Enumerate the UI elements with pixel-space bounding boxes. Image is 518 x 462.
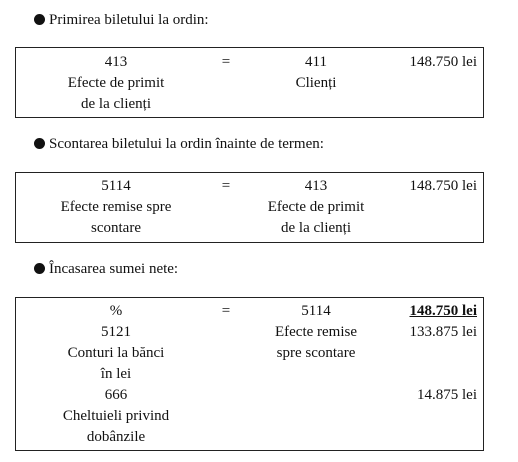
account-name-line: Conturi la bănci	[67, 345, 165, 361]
account-name-line: în lei	[100, 366, 132, 382]
section-1-heading: Primirea biletului la ordin:	[34, 10, 209, 30]
bullet-icon	[34, 263, 45, 274]
amount: 148.750 lei	[409, 178, 477, 194]
account-number: 413	[304, 178, 328, 194]
section-2-heading: Scontarea biletului la ordin înainte de termen:	[34, 134, 324, 154]
bullet-icon	[34, 138, 45, 149]
equals-sign: =	[221, 178, 231, 194]
bullet-icon	[34, 14, 45, 25]
account-number: 5114	[301, 303, 331, 319]
account-name-line: de la clienți	[81, 96, 151, 112]
account-number: 5121	[101, 324, 131, 340]
compound-debit-sign: %	[109, 303, 123, 319]
amount: 133.875 lei	[409, 324, 477, 340]
debit-account	[16, 52, 216, 115]
credit-account	[196, 301, 436, 364]
account-name-line: Cheltuieli privind	[62, 408, 170, 424]
section-3-heading: Încasarea sumei nete:	[34, 259, 178, 279]
amount: 14.875 lei	[417, 387, 477, 403]
debit-account	[16, 385, 216, 448]
equals-sign: =	[221, 54, 231, 70]
account-name-line: Efecte de primit	[267, 199, 365, 215]
amount: 148.750 lei	[409, 54, 477, 70]
credit-account	[196, 52, 436, 94]
account-number: 5114	[101, 178, 131, 194]
account-name-line: dobânzile	[86, 429, 146, 445]
account-name-line: Efecte remise	[274, 324, 358, 340]
account-name-line: Efecte remise spre	[60, 199, 172, 215]
debit-account	[16, 176, 216, 239]
account-number: 413	[104, 54, 128, 70]
account-number: 411	[305, 54, 327, 70]
debit-account	[16, 322, 216, 385]
total-amount: 148.750 lei	[409, 303, 477, 319]
journal-entry-3	[15, 297, 484, 451]
journal-entry-1	[15, 47, 484, 118]
account-name-line: spre scontare	[276, 345, 356, 361]
journal-entry-2	[15, 172, 484, 243]
account-name-line: Clienți	[295, 75, 337, 91]
account-number: 666	[104, 387, 128, 403]
account-name-line: Efecte de primit	[67, 75, 165, 91]
account-name-line: scontare	[91, 220, 141, 236]
account-name-line: de la clienți	[281, 220, 351, 236]
equals-sign: =	[221, 303, 231, 319]
credit-account	[196, 176, 436, 239]
